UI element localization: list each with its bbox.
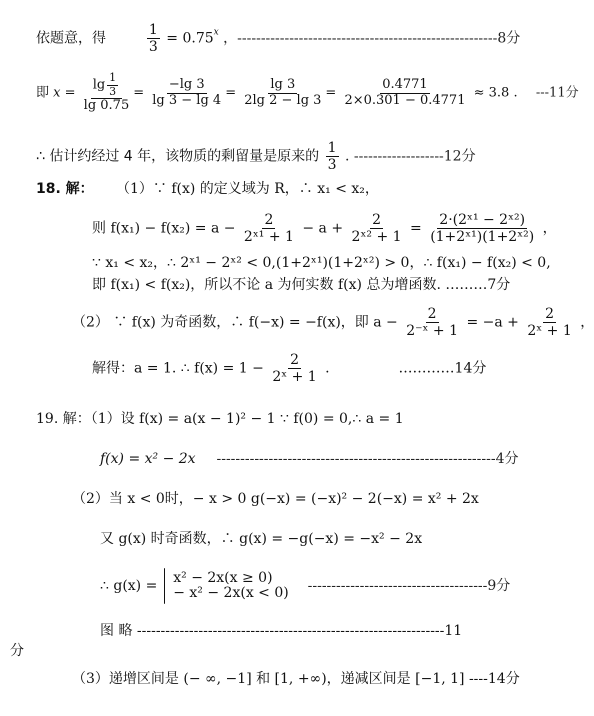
- denominator: 2×0.301 − 0.4771: [344, 92, 466, 108]
- conclusion-text: ∴ 估计约经过 4 年，该物质的剩留量是原来的: [36, 148, 320, 165]
- score-marker: …………14分: [398, 360, 487, 377]
- score-marker: . -------------------12分: [345, 148, 476, 165]
- score-marker: ，-------------------------------------------------------8分: [223, 30, 521, 47]
- question-18-heading: 18. 解：: [36, 181, 94, 197]
- text-lead: 即: [36, 85, 50, 101]
- fraction: $\frac{2}{\text{2ˣ + 1}}$: [527, 306, 572, 340]
- denominator: 3: [148, 39, 158, 56]
- fraction: $\frac{2}{\text{2ˣ¹ + 1}}$: [243, 212, 294, 246]
- q18-line4: 即 f(x₁) < f(x₂)，所以不论 a 为何实数 f(x) 总为增函数. ………7分: [92, 277, 511, 293]
- line-2: 即 x = lg $\frac{1}{3}$ lg 0.75 = $\frac{-\lg 3}{\lg 3 - \lg 4}$ = $\frac{\lg 3}{2\lg 2 - \lg 3}$ = $\frac{0.4771}{2\times 0.301 - 0.4771}$ ≈ 3.8 . ---11分: [36, 71, 579, 114]
- exponent: x: [213, 27, 219, 38]
- q18-part2: [72, 306, 594, 339]
- fraction: [242, 78, 323, 109]
- fraction: $\frac{2}{\text{2ˣ² + 1}}$: [351, 212, 402, 246]
- denominator: lg 3 − lg 4: [152, 92, 222, 108]
- numerator: lg 3: [270, 76, 296, 92]
- q19-line1: [100, 452, 519, 467]
- q19-part3: （3）递增区间是 (− ∞, −1] 和 [1, +∞)，递减区间是 [−1, 1] ----14分: [72, 671, 520, 687]
- score-marker: --------------------------------------9分: [307, 578, 511, 594]
- q18-solution: [92, 352, 486, 385]
- expr-mid: = −a +: [466, 314, 519, 331]
- score-marker: ---11分: [535, 85, 579, 101]
- formula: f(x) = x² − 2x: [100, 451, 196, 467]
- line-3: [36, 140, 476, 173]
- approx: ≈ 3.8 .: [473, 85, 518, 101]
- fraction: $\frac{2}{\text{2ˣ + 1}}$: [272, 352, 317, 386]
- expr-mid: − a +: [302, 220, 344, 237]
- q19-score-unit: 分: [10, 643, 24, 659]
- numerator: −lg 3: [168, 76, 205, 92]
- expr-lead: ∴ g(x) =: [100, 578, 158, 594]
- case-2: − x² − 2x(x < 0): [173, 585, 289, 601]
- expr-lead: 解得：a = 1. ∴ f(x) = 1 −: [92, 360, 264, 377]
- variable: x =: [53, 85, 76, 101]
- expr-lead: 则 f(x₁) − f(x₂) = a −: [92, 220, 236, 237]
- numerator: 1: [327, 140, 337, 156]
- question-19-heading: 19. 解：（1）设 f(x) = a(x − 1)² − 1 ∵ f(0) = 0,∴ a = 1: [36, 411, 404, 427]
- q19-piecewise: [100, 568, 510, 604]
- numerator: lg $\frac{1}{3}$: [91, 72, 122, 99]
- fraction: [150, 78, 223, 109]
- line-1: [36, 22, 520, 55]
- q18-line3: ∵ x₁ < x₂，∴ 2ˣ¹ − 2ˣ² < 0,(1+2ˣ¹)(1+2ˣ²) > 0，∴ f(x₁) − f(x₂) < 0,: [92, 255, 551, 271]
- fraction: [326, 140, 339, 173]
- score-marker: -----------------------------------------------------------4分: [216, 451, 519, 467]
- punct: ，: [580, 314, 594, 331]
- q19-figure-note: 图 略 -----------------------------------------------------------------11: [100, 623, 463, 639]
- text-lead: 依题意，得: [36, 30, 106, 47]
- fraction: [342, 78, 467, 109]
- eq-rhs: = 0.75: [166, 30, 214, 47]
- numerator: 0.4771: [382, 76, 428, 92]
- fraction: $\frac{\text{2·(2ˣ¹ − 2ˣ²)}}{\text{(1+2ˣ¹)(1+2ˣ²)}}$: [430, 212, 535, 246]
- denominator: 2lg 2 − lg 3: [244, 92, 322, 108]
- equals: =: [410, 220, 422, 237]
- fraction: [82, 72, 132, 114]
- q19-line3: 又 g(x) 时奇函数，∴ g(x) = −g(−x) = −x² − 2x: [100, 531, 423, 547]
- denominator: 3: [327, 157, 337, 174]
- brace: [164, 568, 165, 604]
- q18-part1: （1）∵ f(x) 的定义域为 R，∴ x₁ < x₂，: [116, 181, 379, 197]
- case-1: x² − 2x(x ≥ 0): [173, 569, 273, 586]
- cases: [173, 571, 288, 602]
- fraction: [147, 22, 160, 55]
- punct: .: [325, 360, 330, 377]
- punct: ，: [542, 220, 557, 237]
- expr-lead: （2） ∵ f(x) 为奇函数，∴ f(−x) = −f(x)，即 a −: [72, 314, 398, 331]
- numerator: 1: [148, 22, 158, 38]
- q19-part2: （2）当 x < 0时，− x > 0 g(−x) = (−x)² − 2(−x) = x² + 2x: [72, 491, 479, 507]
- denominator: lg 0.75: [83, 98, 130, 114]
- fraction: $\frac{2}{\text{2⁻ˣ + 1}}$: [406, 306, 459, 340]
- q18-line2: [92, 212, 557, 245]
